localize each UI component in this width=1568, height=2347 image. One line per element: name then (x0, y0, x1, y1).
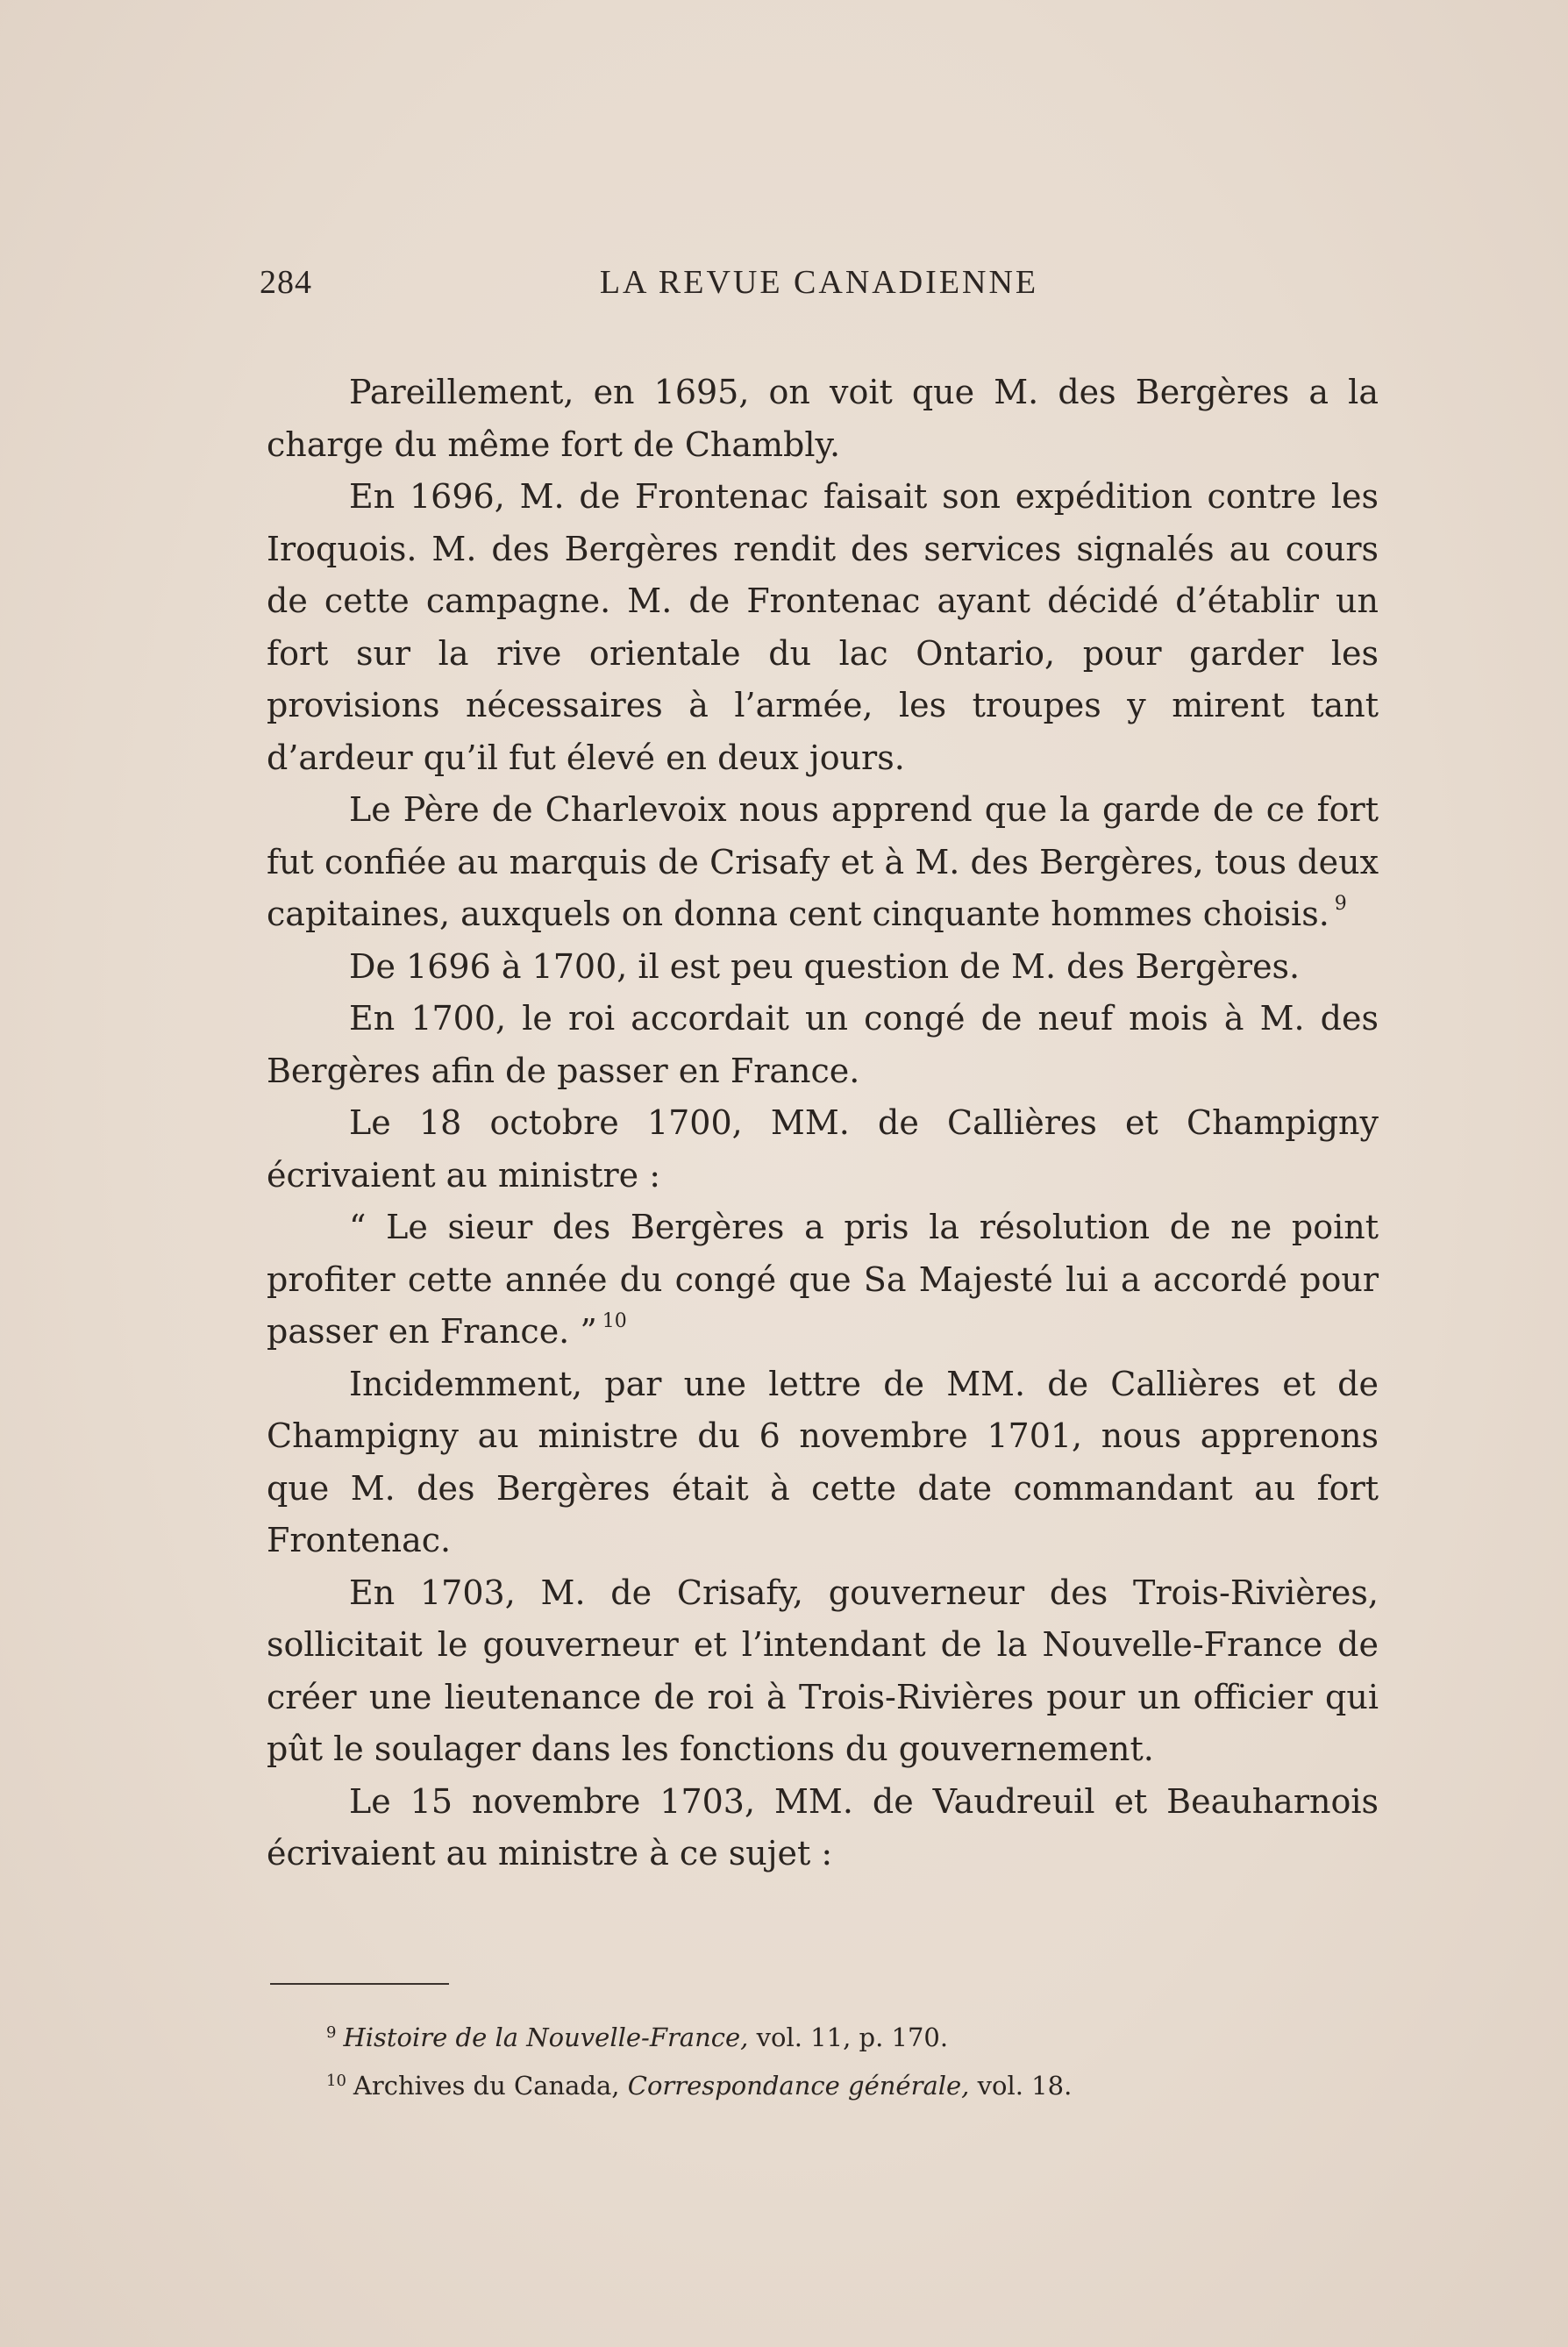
footnote-text: vol. 11, p. 170. (748, 2022, 949, 2052)
footnote-text: vol. 18. (969, 2071, 1073, 2101)
paragraph: En 1703, M. de Crisafy, gouverneur des Trois-Rivières, sollicitait le gouverneur et l’intendant de la Nouvelle-France de créer une lieutenance de roi à Trois-Rivières pour un officier qui pût le soulager dans les fonctions du gouvernement. (267, 1573, 1379, 1768)
footnote-10 (326, 2059, 1361, 2108)
quotation: “ Le sieur des Bergères a pris la résolution de ne point profiter cette année du congé que Sa Majesté lui a accordé pour passer en France. ” $^{10}$ (267, 1208, 1379, 1351)
paragraph: De 1696 à 1700, il est peu question de M. des Bergères. (349, 946, 1301, 986)
page-header (260, 263, 1379, 316)
paragraph: Le 18 octobre 1700, MM. de Callières et Champigny écrivaient au ministre : (267, 1103, 1379, 1195)
footnote-mark: 10 (326, 2072, 346, 2090)
footnote-source: Archives du Canada, (353, 2071, 628, 2101)
paragraph: Le Père de Charlevoix nous apprend que la garde de ce fort fut confiée au marquis de Crisafy et à M. des Bergères, tous deux capitaines, auxquels on donna cent cinquante hommes choisis. $^9$ (267, 790, 1379, 933)
paragraph: En 1696, M. de Frontenac faisait son expédition contre les Iroquois. M. des Bergères rendit des services signalés au cours de cette campagne. M. de Frontenac ayant décidé d’établir un fort sur la rive orientale du lac Ontario, pour garder les provisions nécessaires à l’armée, les troupes y mirent tant d’ardeur qu’il fut élevé en deux jours. (267, 477, 1379, 777)
footnote-title: Correspondance générale, (627, 2071, 970, 2101)
footnote-mark: 9 (326, 2023, 337, 2042)
footnotes (326, 2011, 1361, 2108)
footnote-ref-9: 9 (1334, 893, 1347, 915)
footnote-title: Histoire de la Nouvelle-France, (343, 2022, 749, 2052)
footnote-divider (270, 1983, 449, 1985)
body-text (267, 367, 1379, 1880)
paragraph: Incidemment, par une lettre de MM. de Callières et de Champigny au ministre du 6 novembre 1701, nous apprenons que M. des Bergères était à cette date commandant au fort Frontenac. (267, 1364, 1379, 1559)
paragraph: Pareillement, en 1695, on voit que M. des Bergères a la charge du même fort de Chambly. (267, 373, 1379, 464)
page-number: 284 (260, 264, 312, 301)
paragraph: En 1700, le roi accordait un congé de neuf mois à M. des Bergères afin de passer en France. (267, 999, 1379, 1090)
footnote-9 (326, 2011, 1361, 2059)
footnote-ref-10: 10 (602, 1310, 627, 1332)
paragraph: Le 15 novembre 1703, MM. de Vaudreuil et Beauharnois écrivaient au ministre à ce sujet : (267, 1781, 1379, 1873)
running-title: LA REVUE CANADIENNE (599, 264, 1039, 301)
